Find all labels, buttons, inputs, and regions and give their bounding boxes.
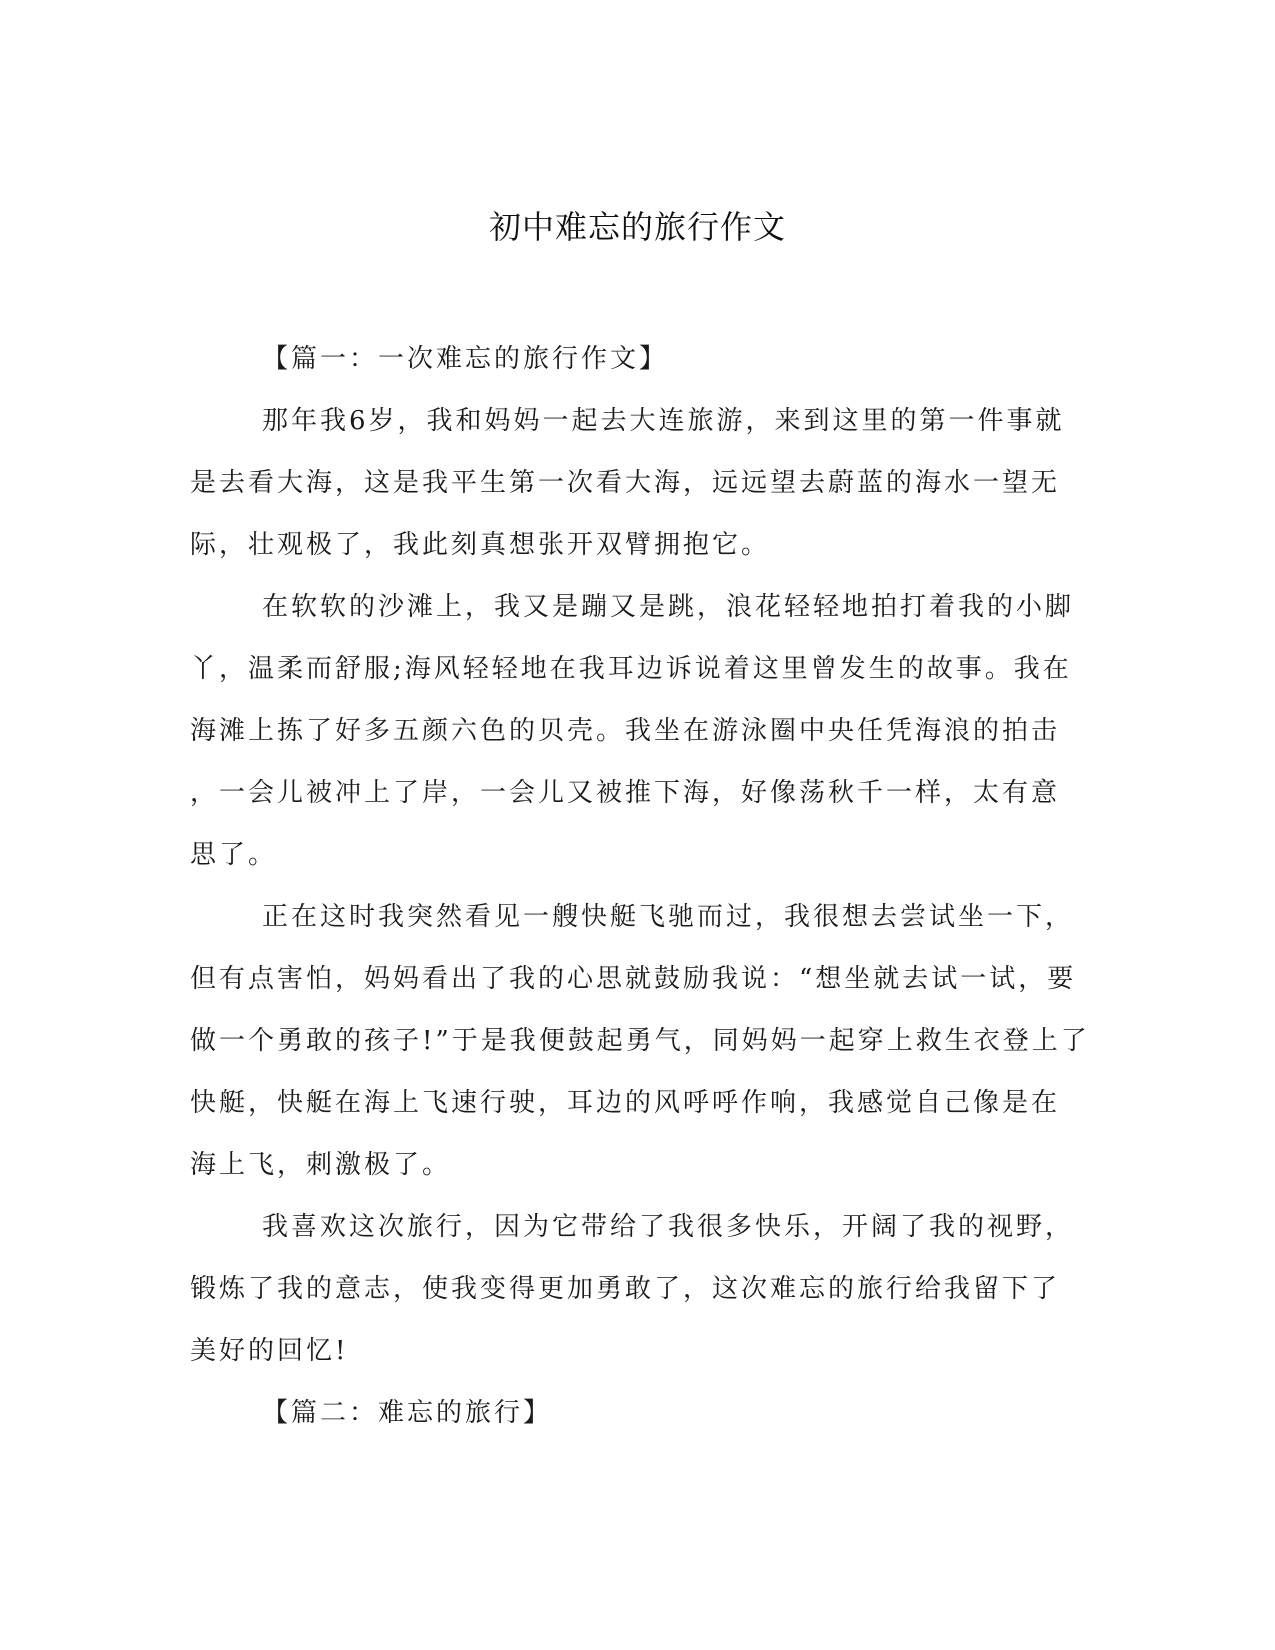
text-line: 正在这时我突然看见一艘快艇飞驰而过，我很想去尝试坐一下， (262, 902, 1075, 932)
paragraph (190, 576, 1090, 886)
section-heading: 【篇二：难忘的旅行】 (262, 1398, 553, 1428)
document-title: 初中难忘的旅行作文 (488, 208, 786, 246)
section-heading: 【篇一：一次难忘的旅行作文】 (262, 344, 669, 374)
text-line: 际，壮观极了，我此刻真想张开双臂拥抱它。 (190, 530, 771, 560)
document-body (190, 328, 1090, 1444)
text-line: ，一会儿被冲上了岸，一会儿又被推下海，好像荡秋千一样，太有意 (190, 778, 1061, 808)
paragraph (190, 886, 1090, 1196)
paragraph (190, 390, 1090, 576)
text-line: 在软软的沙滩上，我又是蹦又是跳，浪花轻轻地拍打着我的小脚 (262, 592, 1075, 622)
text-line: 做一个勇敢的孩子!”于是我便鼓起勇气，同妈妈一起穿上救生衣登上了 (190, 1026, 1090, 1056)
text-line: 美好的回忆! (190, 1336, 349, 1366)
text-line: 那年我6岁，我和妈妈一起去大连旅游，来到这里的第一件事就 (262, 406, 1065, 436)
text-line: 思了。 (190, 840, 278, 870)
paragraph (190, 1196, 1090, 1382)
text-line: 快艇，快艇在海上飞速行驶，耳边的风呼呼作响，我感觉自己像是在 (190, 1088, 1061, 1118)
text-line: 海滩上拣了好多五颜六色的贝壳。我坐在游泳圈中央任凭海浪的拍击 (190, 716, 1061, 746)
text-line: 我喜欢这次旅行，因为它带给了我很多快乐，开阔了我的视野， (262, 1212, 1075, 1242)
text-line: 是去看大海，这是我平生第一次看大海，远远望去蔚蓝的海水一望无 (190, 468, 1061, 498)
text-line: 海上飞，刺激极了。 (190, 1150, 452, 1180)
text-line: 锻炼了我的意志，使我变得更加勇敢了，这次难忘的旅行给我留下了 (190, 1274, 1061, 1304)
text-line: 丫，温柔而舒服;海风轻轻地在我耳边诉说着这里曾发生的故事。我在 (190, 654, 1072, 684)
text-line: 但有点害怕，妈妈看出了我的心思就鼓励我说：“想坐就去试一试，要 (190, 964, 1077, 994)
